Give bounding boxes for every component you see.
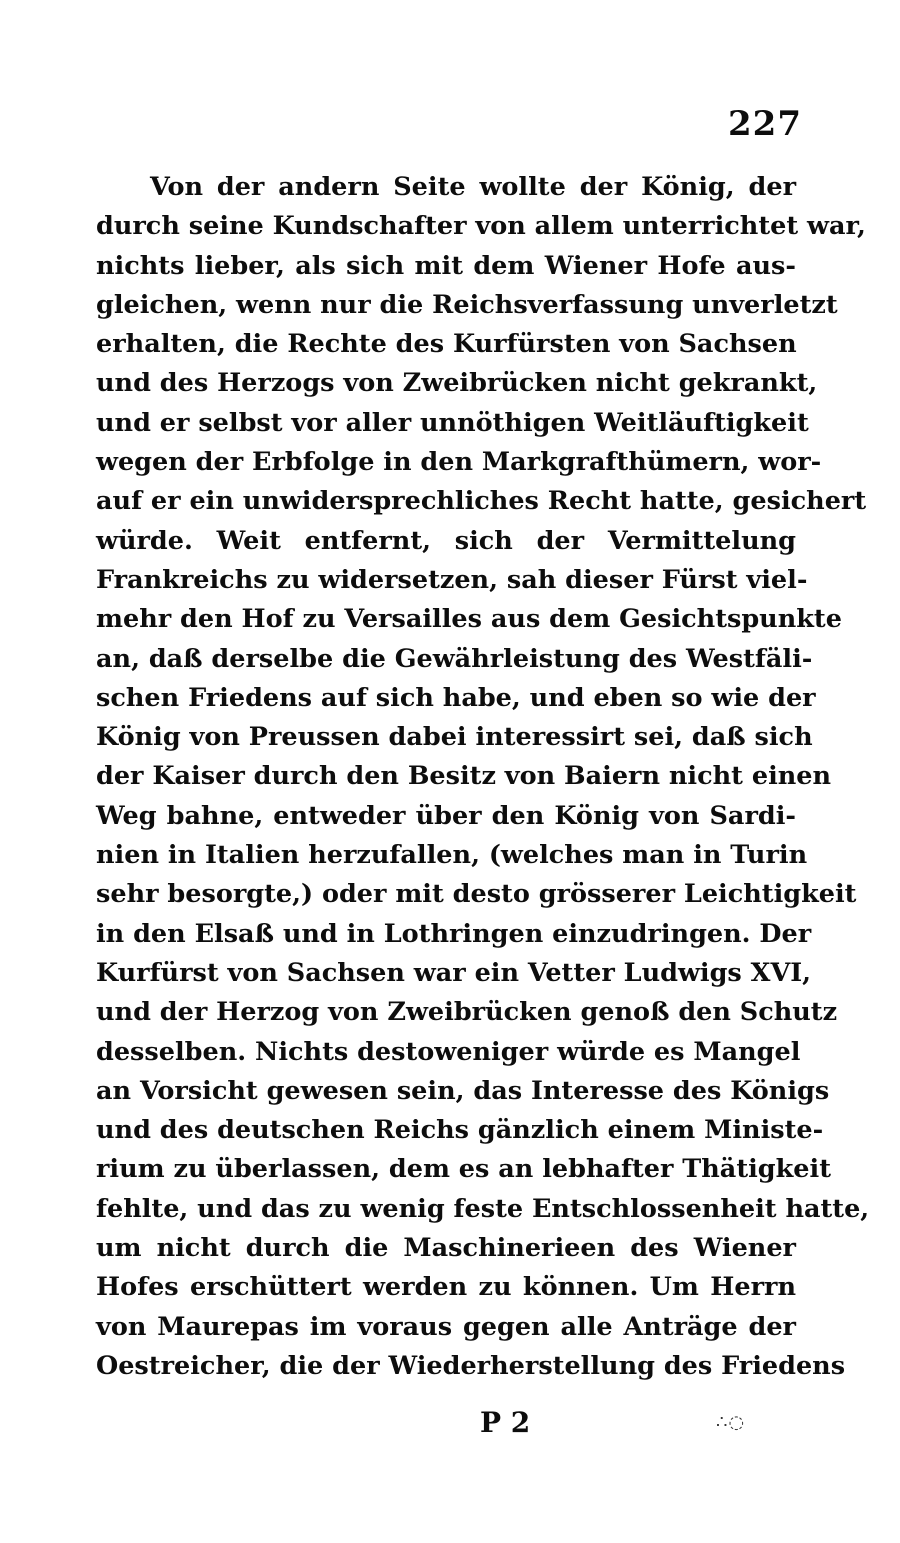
text-line: Weg bahne, entweder über den König von Sardi- — [96, 800, 796, 831]
text-line: sehr besorgte,) oder mit desto grösserer Leichtigkeit — [96, 879, 857, 910]
text-line: fehlte, und das zu wenig feste Entschlossenheit hatte, — [96, 1193, 870, 1224]
text-line: Hofes erschüttert werden zu können. Um Herrn — [96, 1272, 796, 1303]
text-line: gleichen, wenn nur die Reichsverfassung unverletzt — [96, 289, 838, 320]
text-line: und des deutschen Reichs gänzlich einem Ministe- — [96, 1115, 824, 1146]
text-line: schen Friedens auf sich habe, und eben so wie der — [96, 682, 816, 713]
text-line: an Vorsicht gewesen sein, das Interesse des Königs — [96, 1075, 830, 1106]
text-line: rium zu überlassen, dem es an lebhafter Thätigkeit — [96, 1154, 831, 1185]
text-line: und er selbst vor aller unnöthigen Weitläuftigkeit — [96, 407, 809, 438]
text-line: wegen der Erbfolge in den Markgrafthümern, wor- — [96, 447, 822, 478]
text-line: um nicht durch die Maschinerieen des Wiener — [96, 1233, 796, 1264]
text-line: erhalten, die Rechte des Kurfürsten von Sachsen — [96, 329, 797, 360]
text-line: in den Elsaß und in Lothringen einzudringen. Der — [96, 918, 812, 949]
ink-smudge-icon: ∴◌ — [716, 1412, 746, 1433]
text-line: und des Herzogs von Zweibrücken nicht gekrankt, — [96, 368, 818, 399]
text-line: Frankreichs zu widersetzen, sah dieser Fürst viel- — [96, 564, 808, 595]
text-line: Kurfürst von Sachsen war ein Vetter Ludwigs XVI, — [96, 957, 812, 988]
text-line: an, daß derselbe die Gewährleistung des Westfäli- — [96, 643, 813, 674]
text-line: desselben. Nichts destoweniger würde es Mangel — [96, 1036, 801, 1067]
text-line: nien in Italien herzufallen, (welches man in Turin — [96, 840, 808, 871]
text-line: durch seine Kundschafter von allem unterrichtet war, — [96, 211, 866, 242]
page-number: 227 — [728, 104, 802, 144]
text-line: auf er ein unwidersprechliches Recht hatte, gesichert — [96, 486, 867, 517]
text-line: von Maurepas im voraus gegen alle Anträge der — [96, 1311, 796, 1342]
text-line: Von der andern Seite wollte der König, der — [150, 172, 796, 202]
body-text — [96, 168, 870, 1386]
text-line: der Kaiser durch den Besitz von Baiern nicht einen — [96, 761, 832, 792]
text-line: König von Preussen dabei interessirt sei, daß sich — [96, 722, 813, 753]
text-line: würde. Weit entfernt, sich der Vermittelung — [96, 525, 796, 556]
signature-mark: P 2 — [480, 1406, 531, 1439]
text-line: Oestreicher, die der Wiederherstellung des Friedens — [96, 1350, 846, 1381]
text-line: und der Herzog von Zweibrücken genoß den Schutz — [96, 997, 838, 1028]
text-line: nichts lieber, als sich mit dem Wiener Hofe aus- — [96, 250, 796, 281]
text-line: mehr den Hof zu Versailles aus dem Gesichtspunkte — [96, 604, 842, 635]
